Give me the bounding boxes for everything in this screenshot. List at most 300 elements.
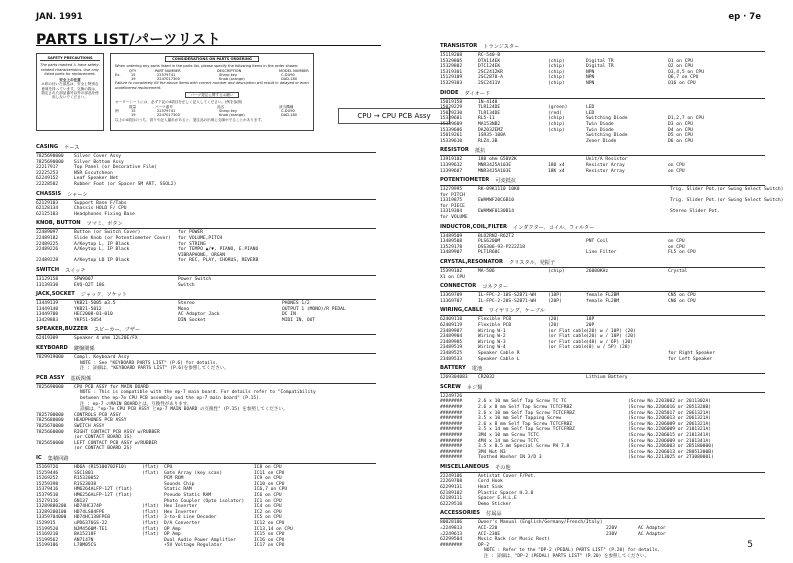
table-row [440, 269, 765, 280]
cell: 2SC2411V [478, 80, 501, 86]
cell: 62189102 [440, 490, 463, 496]
cell: 13369709 [440, 293, 463, 299]
cell: YKF51-5054 [74, 317, 102, 323]
cell: (Screw No.2205017 or 2061321A) [628, 410, 711, 416]
cell: 2.6 x 10 mm Self Tap Screw TCTCFRBZ [478, 410, 575, 416]
section-heading-casing [36, 144, 376, 151]
cell: (chip) [548, 69, 565, 75]
cell: 22269708 [440, 479, 463, 485]
cell: PNT Coil [586, 239, 609, 245]
section-heading-accessories [440, 510, 765, 517]
page-title: PARTS LIST/パーツリスト [36, 32, 222, 48]
cell: 15339606 [440, 127, 463, 133]
section-title-jp-pcb: 基板関係 [70, 375, 92, 382]
cell: (chip) [548, 127, 565, 133]
cell [178, 446, 282, 452]
cell [586, 357, 668, 363]
section-title-battery: BATTERY [440, 365, 466, 372]
ordering-ex-part: 22579741 [157, 72, 176, 77]
table-row [440, 455, 765, 461]
cell [282, 355, 372, 361]
cell: (Screw No.2206009 or 2061321A) [628, 421, 711, 427]
cell: ######## [440, 404, 463, 410]
cell: 22489182 [36, 235, 59, 241]
cell: Stereo Slider Pot. [670, 209, 720, 215]
cell: IC2 on CPU [254, 509, 282, 515]
section-title-jack: JACK,SOCKET [36, 291, 75, 298]
ordering-title: CONSIDERATIONS ON PARTS ORDERING [165, 56, 259, 62]
cell: (chip) [548, 80, 565, 86]
table-row [36, 182, 376, 188]
cell: (Screw No.2206013 or 2061321A) [628, 416, 711, 422]
section-title-jp-battery: 電池 [471, 366, 483, 373]
cell: 15119208 [440, 53, 463, 58]
ordering-col-part: PART NUMBER [155, 68, 181, 73]
cell: 20P [586, 323, 595, 328]
cell: (or Flat cable [548, 328, 587, 334]
cell: 15259398 [36, 481, 59, 487]
safety-text-en: The parts marked ⚠ have safety-related characteristics. Use only listed parts for replacement. [40, 63, 100, 76]
cell: MIDI IN, OUT [282, 317, 316, 323]
section-crystal [440, 259, 765, 280]
cell: 15129109 [440, 75, 463, 81]
safety-text-jp: ⚠印の付いた部品は、安全上特別な意味を持っています。交換の際は、指定された部品番号以外の部品を使用しないでください。 [41, 82, 99, 100]
section-wiring [440, 307, 765, 362]
cell: Slide Knob (or Potentiometer Cover) [74, 235, 171, 241]
cell: IC16 on CPU [254, 537, 285, 543]
cell: (chip) [548, 75, 565, 81]
cell: Dual Audio Power Amplifier [164, 537, 236, 543]
cell: (or CONTACT BOARD 2S) [74, 446, 133, 452]
cell: for REC, PLAY, CHORUS, REVERB [178, 258, 259, 264]
section-title-jp-jack: ジャック、ソケット [80, 292, 127, 299]
cell: YKB21-5005 ø3.5 [74, 301, 116, 307]
cell: Plastic Spacer H.3.8 [478, 490, 534, 496]
cell: SSC1801 [74, 470, 94, 476]
cell: NJM4560M-TE1 [74, 526, 108, 532]
cell: 22217917 [36, 165, 59, 171]
section-rule-jack [36, 299, 376, 300]
safety-precautions-box [36, 53, 104, 131]
cell: for Right Speaker [668, 350, 716, 356]
cell: 15169210 [36, 532, 59, 538]
ordering-col-desc-jp: 品名 [217, 104, 225, 109]
parts-ordering-box [110, 53, 314, 131]
header-date: JAN. 1991 [36, 12, 83, 22]
section-title-pcb: PCB ASSY [36, 374, 65, 381]
cell: 15029229 [440, 105, 463, 111]
cell: HM6264ALFP-12T (flat) [74, 487, 133, 493]
section-rule-keyboard [36, 353, 376, 354]
cell: HEC2008-01-010 [74, 312, 113, 318]
cell [548, 357, 586, 363]
section-title-switch: SWITCH [36, 266, 60, 273]
cell [282, 283, 372, 289]
cell: Speaker Cable L [478, 356, 520, 362]
cell: (flat) [142, 509, 159, 515]
cell: 22228502 [36, 181, 59, 187]
cell: AN7147N [74, 537, 94, 543]
cell: Resistor Array [586, 168, 625, 174]
cell [628, 502, 765, 508]
cell: IC17 on CPU [254, 543, 285, 549]
cell: Switching Diode [586, 116, 628, 122]
cell: (chip) [548, 116, 565, 122]
section-note: 注 : ep-7 のMAIN BOARDとは、互換性があります。 [80, 401, 192, 407]
table-row [36, 212, 376, 218]
cell: 13449139 [36, 301, 59, 307]
section-title-jp-misc: その他 [495, 464, 511, 471]
table-row [36, 543, 376, 549]
cell [282, 258, 372, 264]
section-title-keyboard: KEYBOARD [36, 345, 68, 352]
cell [178, 212, 282, 218]
cell: 23489519 [440, 345, 463, 351]
cell: (or Flat cable [548, 334, 587, 340]
cell: HD6A (R15100702F10) [74, 464, 127, 470]
cell: ######## [440, 399, 463, 405]
cell: ######## [440, 542, 463, 548]
cell: Switch [178, 282, 195, 288]
cell: female FL2BM [586, 298, 620, 304]
cell: (20) w / 10P) (20) [586, 328, 636, 334]
cell: 13919102 [440, 157, 463, 163]
cell: RL5-11 [478, 116, 495, 122]
section-title-wiring: WIRING,CABLE [440, 307, 483, 314]
cell: 15339609 [440, 121, 463, 127]
cell: 7825690000 [36, 384, 64, 390]
cell: LED [586, 105, 595, 111]
cell: (chip) [548, 58, 565, 64]
cell: Toothed Washer IN 3/D 3 [478, 455, 542, 461]
cell: (red) [548, 110, 562, 116]
cell: IC5 on CPU [254, 515, 282, 521]
cell [548, 139, 586, 145]
section-title-jp-casing: ケース [64, 145, 80, 151]
section-title-jp-speaker: スピーカー、ブザー [93, 327, 141, 334]
cell: IC12 on CPU [254, 520, 285, 526]
cell: 23489533 [440, 356, 463, 362]
cell: 26000KHz [586, 269, 609, 275]
cell: NSR Escutcheon [74, 170, 113, 176]
cell: DP-2 [478, 542, 490, 548]
cell: RC-540-B [478, 53, 501, 58]
cell: YKB21-5012 [74, 306, 102, 312]
cell: 15269252 [36, 476, 59, 482]
section-heading-jack [36, 291, 376, 298]
cell: Q3,4,5 on CPU [668, 69, 704, 75]
section-battery [440, 365, 765, 381]
section-heading-transistor [440, 43, 765, 50]
cell: 12249726 [440, 393, 463, 399]
cell: 3M4 x 10 mm Screw TCTC [478, 432, 539, 438]
cell: 3-to-8 Line Decoder [164, 515, 217, 521]
cell: 4M4 x 14 mm Screw TCTC [478, 438, 539, 444]
section-rule-inductor [440, 232, 765, 233]
section-title-jp-accessories: 付属品 [486, 511, 502, 518]
cell: 7825700000 [36, 412, 64, 418]
cell: Stereo [178, 301, 195, 307]
section-speaker [36, 326, 376, 342]
cell [668, 375, 762, 381]
cell: NPN [586, 80, 595, 86]
cell: EWAMWF20C6B10 [478, 198, 514, 204]
cell: D1,2,7 on CPU [668, 116, 704, 122]
cell: ######## [440, 416, 463, 422]
cell: for VOLUME,PITCH [178, 235, 223, 241]
cell: SPW9007 [74, 276, 94, 282]
cell: IC15 on CPU [254, 532, 285, 538]
cell: ######## [440, 410, 463, 416]
cell: D4 on CPU [668, 127, 693, 133]
cell: IC8 on CPU [254, 464, 282, 470]
cell: LED [586, 110, 595, 116]
cell: 3.5 x 14 mm Self Tap Screw TCTCFRBZ [478, 427, 575, 433]
section-title-jp-knob: ツマミ、ボタン [86, 221, 123, 228]
cell: X1 on CPU [440, 274, 465, 280]
cell: DTA114EK [478, 58, 501, 64]
ordering-ex-model-jp: C-DU90 [281, 108, 295, 113]
table-row [440, 357, 765, 363]
cell: on CPU [668, 239, 685, 245]
cell: 230V [606, 531, 618, 537]
cell: 15019261 [440, 133, 463, 139]
cell: 13449140 [36, 306, 59, 312]
section-heading-switch [36, 267, 376, 274]
table-row [440, 169, 765, 175]
ordering-ex2-part: 2247017300 [157, 77, 180, 82]
section-heading-diode [440, 90, 765, 97]
cell: PLS6200M [478, 239, 501, 245]
cell: 13279995 [440, 187, 463, 193]
section-note: between the ep-7e CPU PCB assembly and the ep-7 main board" (P.15). [80, 396, 262, 402]
section-title-inductor: INDUCTOR,COIL,FILTER [440, 223, 508, 230]
cell: RIGHT CONTACT PCB ASSY w/RUBBER [74, 429, 160, 435]
cell: MA-506 [478, 269, 495, 275]
section-rule-casing [36, 152, 376, 153]
cell: 13369707 [440, 298, 463, 304]
cell: for POWER [178, 230, 203, 236]
section-rule-chassis [36, 199, 376, 200]
cell [178, 355, 282, 361]
cell: IC4 on CPU [254, 504, 282, 510]
table-row [440, 81, 765, 87]
ordering-ex-part-jp: 22579741 [157, 108, 176, 113]
ordering-title-jp: パーツ発注に関するお願い [185, 92, 239, 98]
cell: DC IN [282, 312, 296, 318]
cell: 1SR35-100A [478, 133, 506, 139]
ordering-ex-label: Ex. [115, 72, 121, 77]
ordering-failure: Failure to completely fill the above items with correct number and description will result in delayed or even undelivered replacement. [115, 81, 309, 90]
cell: Zener Diode [586, 138, 617, 144]
cell: Demo Sticker [478, 501, 512, 507]
cell: Static RAM [164, 487, 192, 493]
cell: OUTPUT 1 (MONO)/R PEDAL [282, 306, 346, 312]
cell: 15379510 [36, 492, 59, 498]
ordering-ex2-label-jp [115, 113, 129, 117]
section-heading-misc [440, 464, 765, 471]
cell: Headphones Fixing Base [74, 211, 135, 217]
cell: (Screw No.2206015 or 2101341A) [628, 432, 711, 438]
cell: OP Amp [164, 526, 181, 532]
cell: EVQ-Q2T 18G [74, 282, 105, 288]
cell: (chip) [548, 64, 565, 70]
cell: (20) [548, 317, 560, 323]
cell: Leaf Speaker Net [74, 176, 119, 182]
section-title-jp-resistor: 抵抗 [474, 148, 486, 155]
cell: D6 on CPU [668, 138, 693, 144]
cell: Twin Diode [586, 121, 614, 127]
cell: (10P) [548, 293, 562, 299]
section-switch [36, 267, 376, 288]
cell: PHONES 1/2 [282, 301, 310, 307]
cell: for Left Speaker [668, 356, 713, 362]
cell: 22489097 [36, 230, 59, 236]
section-title-jp-inductor: インダクター、コイル、フィルター [513, 224, 595, 231]
cell: Q1 on CPU [668, 58, 693, 64]
cell: 7825690000 [36, 154, 64, 159]
cell: ######## [440, 432, 463, 438]
section-heading-inductor [440, 224, 765, 231]
page-number: 5 [747, 540, 753, 550]
cell: IC1 on CPU [254, 498, 282, 504]
left-column [36, 144, 376, 552]
cell: Trig. Slider Pot.(or Swing Select Switch) [670, 198, 784, 204]
cell: 1269304083 [440, 375, 468, 381]
ordering-ex2-qty-jp: 19 [131, 113, 136, 118]
table-row [440, 502, 765, 508]
cell: VIBRAPHONE, ORGAN [178, 252, 226, 258]
cell: ACI-230E [478, 531, 501, 537]
ordering-ex2-desc: Knob (orange) [219, 77, 245, 82]
cell: 180 x4 [548, 162, 565, 168]
table-row [440, 209, 765, 220]
section-heading-chassis [36, 191, 376, 198]
cell: 13139330 [36, 282, 59, 288]
cell: 15199186 [36, 543, 59, 549]
cell: 18K x4 [548, 168, 565, 174]
section-title-accessories: ACCESSORIES [440, 510, 481, 517]
cell: 13529178 [440, 244, 463, 250]
cell [178, 182, 282, 188]
section-title-jp-connector: コネクター [482, 284, 509, 291]
cell: 15319301 [440, 69, 463, 75]
cell: ######## [440, 421, 463, 427]
section-heading-ic [36, 455, 376, 462]
cell: Crystal [668, 269, 688, 275]
cell: Digital TR [586, 58, 614, 64]
ordering-col-qty: QTY [129, 68, 137, 73]
cell: Owner's Manual (English/Germany/French/Italy) [478, 520, 603, 526]
table-row [440, 198, 784, 209]
cell [178, 336, 282, 342]
section-title-jp-chassis: シャーシ [67, 191, 88, 198]
section-title-speaker: SPEAKER,BUZZER [36, 326, 88, 333]
cell: ######## [440, 444, 463, 450]
section-note: NOTE : See "KEYBOARD PARTS LIST" (P.6) for details. [80, 360, 219, 366]
cell: ######## [440, 438, 463, 444]
cell: ######## [440, 449, 463, 455]
cell: (Screw No.2206009 or 2101341A) [628, 438, 711, 444]
ordering-ex-qty-jp: 15 [131, 108, 136, 113]
cell: IC6 on CPU [254, 492, 282, 498]
cell: D5 on CPU [668, 133, 693, 139]
cell: 15019158 [440, 99, 463, 105]
cell: NPN [586, 69, 595, 75]
section-resistor [440, 147, 765, 174]
cell: 62299131 [440, 485, 463, 491]
cell: 15259446 [36, 470, 59, 476]
table-row [36, 336, 376, 342]
cell: 62189111 [440, 496, 463, 502]
cell: Hex Inverter [164, 504, 198, 510]
table-row [36, 258, 376, 264]
cell: D3 on CPU [668, 121, 693, 127]
cell: TLR134DE [478, 110, 501, 116]
cell: Twin Diode [586, 127, 614, 133]
cell: DA203ZEMZ [478, 127, 503, 133]
cell: (Screw No.2206013 or 2B051300B) [628, 449, 714, 455]
cell [142, 543, 164, 549]
cell: ######## [440, 455, 463, 461]
cell: 62229510 [440, 501, 463, 507]
cell [598, 187, 670, 193]
safety-title: SAFETY PRECAUTIONS [40, 56, 100, 61]
cell: Switching Diode [586, 133, 628, 139]
cell: BA15218F [74, 532, 97, 538]
section-note: 詳細は、"ep-7e CPU PCB ASSY とep-7 MAIN BOARD の互換性" (P.15) を参照してください。 [80, 407, 288, 413]
cell: Sounds Chip [164, 481, 195, 487]
cell: 3M4 Nut N3 [478, 449, 506, 455]
cell: IC9 on CPU [254, 476, 282, 482]
cell: 7825660000 [36, 429, 64, 435]
section-pot [440, 177, 784, 221]
section-casing [36, 144, 376, 188]
table-row [36, 446, 376, 452]
cell: HD74HC374P [74, 504, 102, 510]
cell: CONTROLS PCB ASSY [74, 412, 122, 418]
table-row [36, 355, 376, 361]
cell: (20) w / 10P) (20) [586, 334, 636, 340]
section-heading-pot [440, 177, 765, 184]
cell: 23489907 [440, 328, 463, 334]
section-title-pot: POTENTIOMETER [440, 177, 490, 184]
cell: LEFT CONTACT PCB ASSY w/RUBBER [74, 440, 157, 446]
cell: 15339610 [440, 138, 463, 144]
ordering-ex2-model-jp: DAD-180 [281, 113, 298, 118]
cell: DIN Socket [178, 317, 206, 323]
ordering-ex2-qty: 19 [131, 77, 136, 82]
cell: (20P) [548, 298, 562, 304]
cell: HM6256ALFP-12T (flat) [74, 492, 133, 498]
section-title-crystal: CRYSTAL,RESONATOR [440, 259, 504, 266]
section-title-knob: KNOB, BUTTON [36, 220, 81, 227]
cell: Photo Coupler (Opto isolator) [164, 498, 245, 504]
cell [598, 198, 670, 204]
cell: (flat) [142, 504, 159, 510]
section-chassis [36, 191, 376, 218]
cell: Silver Bottom Assy [74, 159, 124, 165]
cell: CN5 on CPU [668, 293, 696, 299]
table-row [440, 375, 765, 381]
cell: Wiring W-1 [478, 328, 506, 334]
cell: (48) w / 6P) (30) [586, 339, 634, 345]
cell: Silver Cover Assy [74, 154, 122, 159]
section-pcb [36, 375, 376, 452]
cell: 7829919000 [36, 355, 64, 361]
section-transistor [440, 43, 765, 87]
ordering-col-model-jp: 該当機種 [279, 104, 294, 109]
